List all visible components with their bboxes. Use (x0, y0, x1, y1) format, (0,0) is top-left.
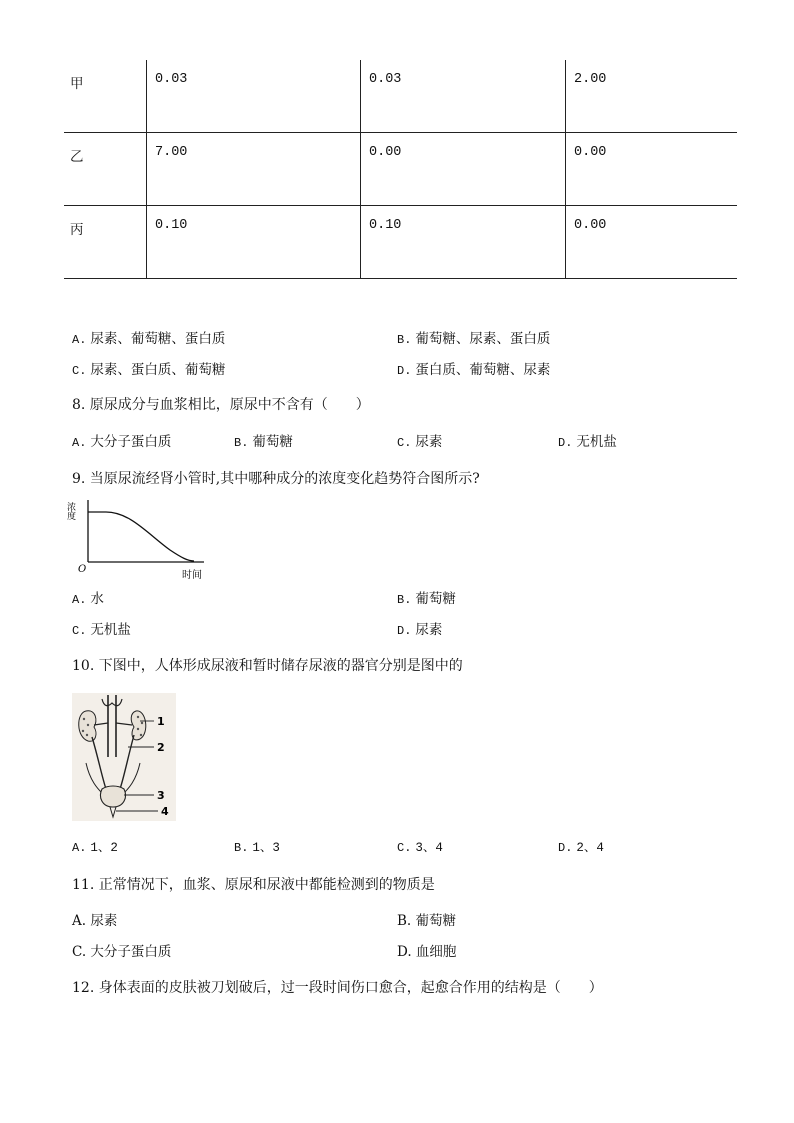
table-cell: 0.03 (361, 60, 566, 133)
table-cell: 0.10 (147, 206, 361, 279)
option-label: A. (72, 593, 87, 607)
option-text: 尿素 (415, 622, 443, 638)
option-label: D. (397, 624, 412, 638)
q8-option-a (72, 430, 171, 450)
option-label: C. (72, 624, 87, 638)
q12-stem: 12. 身体表面的皮肤被刀划破后，过一段时间伤口愈合，起愈合作用的结构是（ ） (72, 980, 603, 996)
q9-stem: 9. 当原尿流经肾小管时,其中哪种成分的浓度变化趋势符合图所示? (72, 471, 480, 487)
table-cell: 2.00 (566, 60, 738, 133)
option-label: C. (397, 436, 412, 450)
q9-option-a (72, 587, 104, 607)
q10-stem: 10. 下图中，人体形成尿液和暂时储存尿液的器官分别是图中的 (72, 658, 463, 674)
option-text: 水 (90, 591, 104, 607)
option-text: 大分子蛋白质 (90, 434, 172, 450)
figure-label-1: 1 (157, 715, 165, 728)
urinary-system-figure (72, 693, 176, 821)
option-text: 葡萄糖、尿素、蛋白质 (415, 331, 551, 347)
option-text: 2、4 (576, 841, 604, 855)
q11-option-b: B. 葡萄糖 (397, 913, 457, 929)
q10-option-b (234, 837, 280, 855)
option-text: 1、2 (90, 841, 118, 855)
option-text: 蛋白质、葡萄糖、尿素 (415, 362, 551, 378)
table-cell: 0.10 (361, 206, 566, 279)
q8-option-d (558, 430, 617, 450)
option-label: B. (234, 436, 249, 450)
option-label: A. (72, 841, 87, 855)
concentration-time-graph (65, 494, 210, 582)
option-text: 葡萄糖 (252, 434, 293, 450)
option-text: 3、4 (415, 841, 443, 855)
data-table (64, 60, 737, 279)
table-row (64, 206, 737, 279)
table-cell: 0.03 (147, 60, 361, 133)
option-label: D. (558, 841, 573, 855)
q11-stem: 11. 正常情况下，血浆、原尿和尿液中都能检测到的物质是 (72, 877, 435, 893)
table-row (64, 133, 737, 206)
q11-option-d: D. 血细胞 (397, 944, 457, 960)
option-text: 无机盐 (90, 622, 131, 638)
figure-label-4: 4 (161, 805, 169, 818)
q10-option-d (558, 837, 604, 855)
graph-origin: O (78, 564, 87, 575)
table-cell: 0.00 (566, 133, 738, 206)
q11-option-a: A. 尿素 (72, 913, 118, 929)
option-label: B. (234, 841, 249, 855)
option-label: C. (72, 364, 87, 378)
option-label: C. (397, 841, 412, 855)
graph-ylabel: 浓度 (65, 502, 75, 520)
table-cell: 7.00 (147, 133, 361, 206)
option-label: A. (72, 436, 87, 450)
table-cell: 0.00 (361, 133, 566, 206)
table-cell-name: 乙 (64, 133, 147, 206)
option-text: 尿素、蛋白质、葡萄糖 (90, 362, 226, 378)
q10-option-a (72, 837, 118, 855)
option-label: B. (397, 593, 412, 607)
option-label: B. (397, 333, 412, 347)
q7-option-b (397, 327, 550, 347)
option-text: 尿素、葡萄糖、蛋白质 (90, 331, 226, 347)
table-cell: 0.00 (566, 206, 738, 279)
table-cell-name: 甲 (64, 60, 147, 133)
graph-xlabel: 时间 (182, 570, 202, 581)
table-row (64, 60, 737, 133)
option-label: A. (72, 333, 87, 347)
option-label: D. (558, 436, 573, 450)
q10-option-c (397, 837, 443, 855)
q7-option-c (72, 358, 225, 378)
q9-option-c (72, 618, 131, 638)
option-text: 无机盐 (576, 434, 617, 450)
option-label: D. (397, 364, 412, 378)
q8-option-b (234, 430, 293, 450)
q9-option-b (397, 587, 456, 607)
figure-label-3: 3 (157, 789, 165, 802)
q11-option-c: C. 大分子蛋白质 (72, 944, 172, 960)
figure-label-2: 2 (157, 741, 165, 754)
q9-option-d (397, 618, 442, 638)
concentration-curve (88, 512, 194, 561)
q8-option-c (397, 430, 442, 450)
q7-option-a (72, 327, 225, 347)
bladder-shape (100, 786, 125, 807)
option-text: 尿素 (415, 434, 443, 450)
option-text: 葡萄糖 (415, 591, 456, 607)
q7-option-d (397, 358, 550, 378)
option-text: 1、3 (252, 841, 280, 855)
q8-stem: 8. 原尿成分与血浆相比，原尿中不含有（ ） (72, 397, 370, 413)
table-cell-name: 丙 (64, 206, 147, 279)
